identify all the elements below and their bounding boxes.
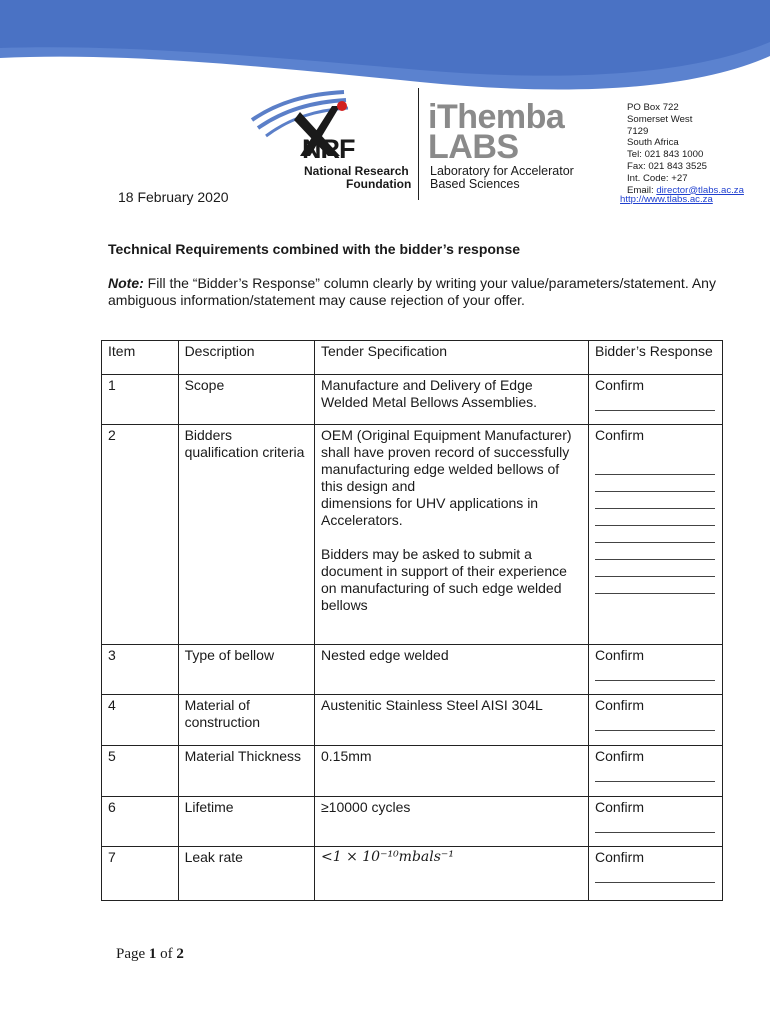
response-text: Confirm — [594, 748, 644, 764]
email-link[interactable]: director@tlabs.ac.za — [656, 184, 744, 196]
spec-paragraph: dimensions for UHV applications in Accelerators. — [320, 495, 539, 528]
document-heading: Technical Requirements combined with the bidder’s response — [108, 241, 521, 257]
response-text: Confirm — [594, 849, 644, 865]
response-text: Confirm — [594, 377, 644, 393]
row-spec: <1 × 10⁻¹⁰mbals⁻¹ — [314, 847, 588, 901]
response-blank-line[interactable] — [595, 508, 715, 509]
row-description: Scope — [178, 375, 314, 425]
row-spec — [314, 425, 588, 645]
row-response[interactable] — [588, 797, 722, 847]
nrf-wordmark: NRF — [302, 134, 355, 164]
row-description: Material Thickness — [178, 746, 314, 797]
response-blank-line[interactable] — [595, 491, 715, 492]
row-response[interactable] — [588, 645, 722, 695]
page-number — [116, 946, 184, 963]
header-response: Bidder’s Response — [588, 341, 722, 375]
ithemba-wordmark: iThemba — [428, 98, 565, 136]
row-response[interactable] — [588, 695, 722, 746]
table-row — [102, 746, 723, 797]
address-po-box: PO Box 722 — [627, 102, 679, 113]
row-item: 4 — [102, 695, 179, 746]
table-header-row — [102, 341, 723, 375]
page-total: 2 — [176, 946, 184, 962]
row-item: 7 — [102, 847, 179, 901]
ithemba-sub-line2: Based Sciences — [430, 177, 520, 191]
row-item: 3 — [102, 645, 179, 695]
row-spec: Manufacture and Delivery of Edge Welded Metal Bellows Assemblies. — [314, 375, 588, 425]
response-blank-line[interactable] — [595, 576, 715, 577]
row-item: 1 — [102, 375, 179, 425]
spec-paragraph: OEM (Original Equipment Manufacturer) shall have proven record of successfully manufacturing edge welded bellows of this design and — [320, 427, 572, 494]
response-blank-line[interactable] — [595, 680, 715, 681]
document-date: 18 February 2020 — [118, 189, 229, 205]
page-of: of — [156, 946, 177, 962]
response-blank-line[interactable] — [595, 474, 715, 475]
row-spec: ≥10000 cycles — [314, 797, 588, 847]
response-blank-line[interactable] — [595, 525, 715, 526]
nrf-name-line2: Foundation — [346, 177, 412, 191]
response-text: Confirm — [594, 427, 644, 443]
response-text: Confirm — [594, 697, 644, 713]
row-item: 6 — [102, 797, 179, 847]
address-int-code: Int. Code: +27 — [627, 172, 688, 184]
note-label: Note: — [108, 275, 144, 291]
row-response[interactable] — [588, 746, 722, 797]
spec-paragraph: Bidders may be asked to submit a document in support of their experience on manufacturing of such edge welded bellows — [320, 546, 567, 613]
response-blank-line[interactable] — [595, 730, 715, 731]
response-blank-line[interactable] — [595, 832, 715, 833]
response-blank-line[interactable] — [595, 542, 715, 543]
response-blank-line[interactable] — [595, 593, 715, 594]
response-blank-line[interactable] — [595, 559, 715, 560]
table-row — [102, 847, 723, 901]
email-label: Email: — [627, 184, 657, 196]
note-text: Fill the “Bidder’s Response” column clearly by writing your value/parameters/statement. Any ambiguous information/statement may cause rejection of your offer. — [108, 275, 716, 308]
response-blank-line[interactable] — [595, 781, 715, 782]
logo-divider — [418, 88, 419, 200]
instruction-note — [108, 275, 738, 309]
table-row — [102, 375, 723, 425]
labs-wordmark: LABS — [428, 128, 519, 166]
address-code: 7129 — [627, 125, 649, 137]
row-description: Bidders qualification criteria — [178, 425, 314, 645]
header-spec: Tender Specification — [314, 341, 588, 375]
address-tel: Tel: 021 843 1000 — [627, 149, 704, 161]
response-blank-line[interactable] — [595, 410, 715, 411]
website-link[interactable]: http://www.tlabs.ac.za — [620, 194, 713, 205]
row-item: 2 — [102, 425, 179, 645]
table-row — [102, 645, 723, 695]
row-response[interactable] — [588, 375, 722, 425]
nrf-name-line1: National Research — [304, 164, 409, 178]
page-current: 1 — [148, 946, 157, 962]
header-item: Item — [102, 341, 179, 375]
response-blank-line[interactable] — [595, 882, 715, 883]
row-description: Type of bellow — [178, 645, 314, 695]
requirements-table — [101, 340, 723, 901]
page-prefix: Page — [116, 946, 149, 962]
ithemba-sub-line1: Laboratory for Accelerator — [430, 164, 574, 178]
row-response[interactable] — [588, 425, 722, 645]
row-item: 5 — [102, 746, 179, 797]
table-row — [102, 695, 723, 746]
address-town: Somerset West — [627, 113, 693, 125]
response-text: Confirm — [594, 647, 644, 663]
row-spec: 0.15mm — [314, 746, 588, 797]
table-row — [102, 797, 723, 847]
response-text: Confirm — [594, 799, 644, 815]
row-spec: Nested edge welded — [314, 645, 588, 695]
address-fax: Fax: 021 843 3525 — [627, 160, 708, 172]
row-spec: Austenitic Stainless Steel AISI 304L — [314, 695, 588, 746]
row-description: Leak rate — [178, 847, 314, 901]
row-response[interactable] — [588, 847, 722, 901]
table-row — [102, 425, 723, 645]
row-description: Material of construction — [178, 695, 314, 746]
address-block — [627, 102, 744, 196]
row-description: Lifetime — [178, 797, 314, 847]
header-description: Description — [178, 341, 314, 375]
address-country: South Africa — [627, 137, 679, 149]
